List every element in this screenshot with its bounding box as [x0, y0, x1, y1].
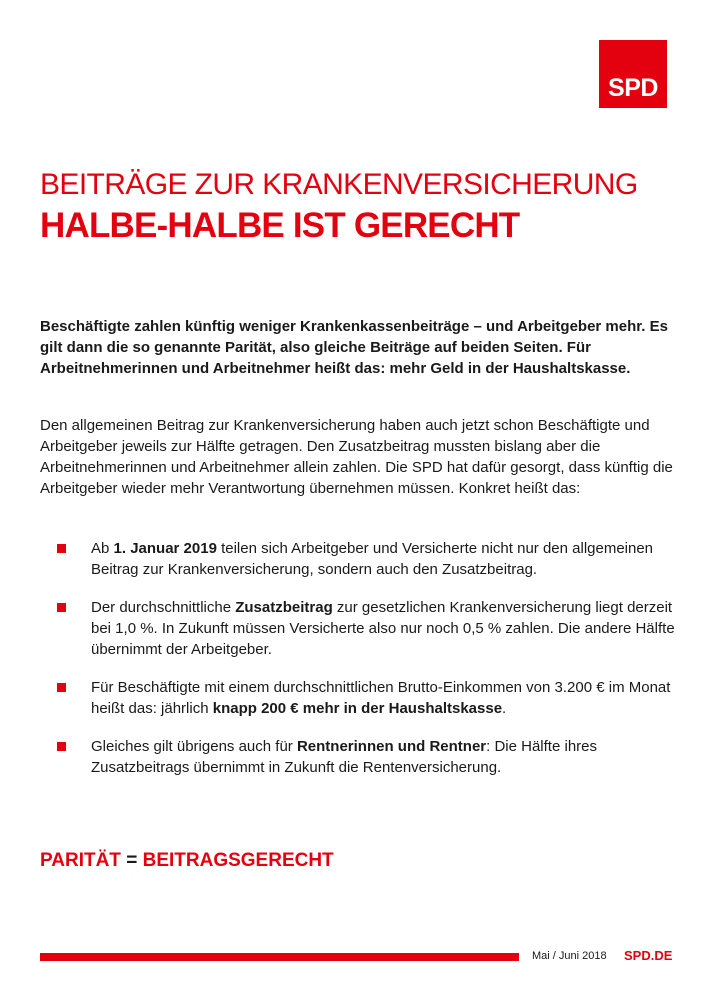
bullet-text-bold: Rentnerinnen und Rentner: [296, 738, 487, 755]
tagline-left: PARITÄT: [40, 850, 121, 871]
bullet-text-pre: Ab: [91, 540, 114, 557]
bullet-text-bold: knapp 200 € mehr in der Haushaltskasse: [212, 700, 503, 717]
bullet-text-bold: Zusatzbeitrag: [235, 599, 333, 616]
footer-bar: [40, 953, 519, 961]
bullet-list: [40, 538, 680, 795]
bullet-square-icon: [57, 544, 66, 553]
bullet-text-post: .: [502, 700, 507, 717]
bullet-square-icon: [57, 603, 66, 612]
intro-paragraph: Den allgemeinen Beitrag zur Krankenversicherung haben auch jetzt schon Beschäftigte und Arbeitgeber jeweils zur Hälfte getragen. Den Zusatzbeitrag mussten bislang aber die Arbeitnehmerinnen und Arbeitnehmer allein zahlen. Die SPD hat dafür gesorgt, dass künftig die Arbeitgeber wieder mehr Verantwortung übernehmen müssen. Konkret heißt das:: [40, 417, 673, 497]
bullet-text-post: teilen sich Arbeitgeber und Versicherte nicht nur den allgemeinen Beitrag zur Krankenversicherung, sondern auch den Zusatzbeitrag.: [91, 540, 654, 578]
footer-date: Mai / Juni 2018: [532, 950, 607, 962]
bullet-text-pre: Für Beschäftigte mit einem durchschnittlichen Brutto-Einkommen von 3.200 € im Monat heißt das: jährlich: [91, 679, 671, 717]
bullet-text-pre: Gleiches gilt übrigens auch für: [91, 738, 297, 755]
bullet-item: [40, 736, 680, 778]
bullet-text-post: : Die Hälfte ihres Zusatzbeitrags übernimmt in Zukunft die Rentenversicherung.: [91, 738, 597, 776]
tagline: [40, 850, 334, 872]
heading-line-2: HALBE-HALBE IST GERECHT: [40, 206, 520, 245]
spd-logo: [599, 40, 667, 108]
bullet-item: [40, 597, 680, 660]
footer-url-link[interactable]: SPD.DE: [624, 948, 673, 963]
bullet-item: [40, 677, 680, 719]
bullet-text-bold: 1. Januar 2019: [113, 540, 217, 557]
bullet-square-icon: [57, 683, 66, 692]
bullet-square-icon: [57, 742, 66, 751]
tagline-right: BEITRAGSGERECHT: [142, 850, 334, 871]
bullet-item: [40, 538, 680, 580]
tagline-equals: =: [126, 850, 138, 871]
bullet-text-pre: Der durchschnittliche: [91, 599, 236, 616]
logo-text: SPD: [608, 74, 658, 102]
heading-line-1: BEITRÄGE ZUR KRANKENVERSICHERUNG: [40, 168, 638, 201]
bullet-text-post: zur gesetzlichen Krankenversicherung liegt derzeit bei 1,0 %. In Zukunft müssen Versicherte also nur noch 0,5 % zahlen. Die andere Hälfte übernimmt der Arbeitgeber.: [91, 599, 675, 658]
lead-paragraph: Beschäftigte zahlen künftig weniger Krankenkassenbeiträge – und Arbeitgeber mehr. Es gilt dann die so genannte Parität, also gleiche Beiträge auf beiden Seiten. Für Arbeitnehmerinnen und Arbeitnehmer heißt das: mehr Geld in der Haushaltskasse.: [40, 318, 668, 377]
